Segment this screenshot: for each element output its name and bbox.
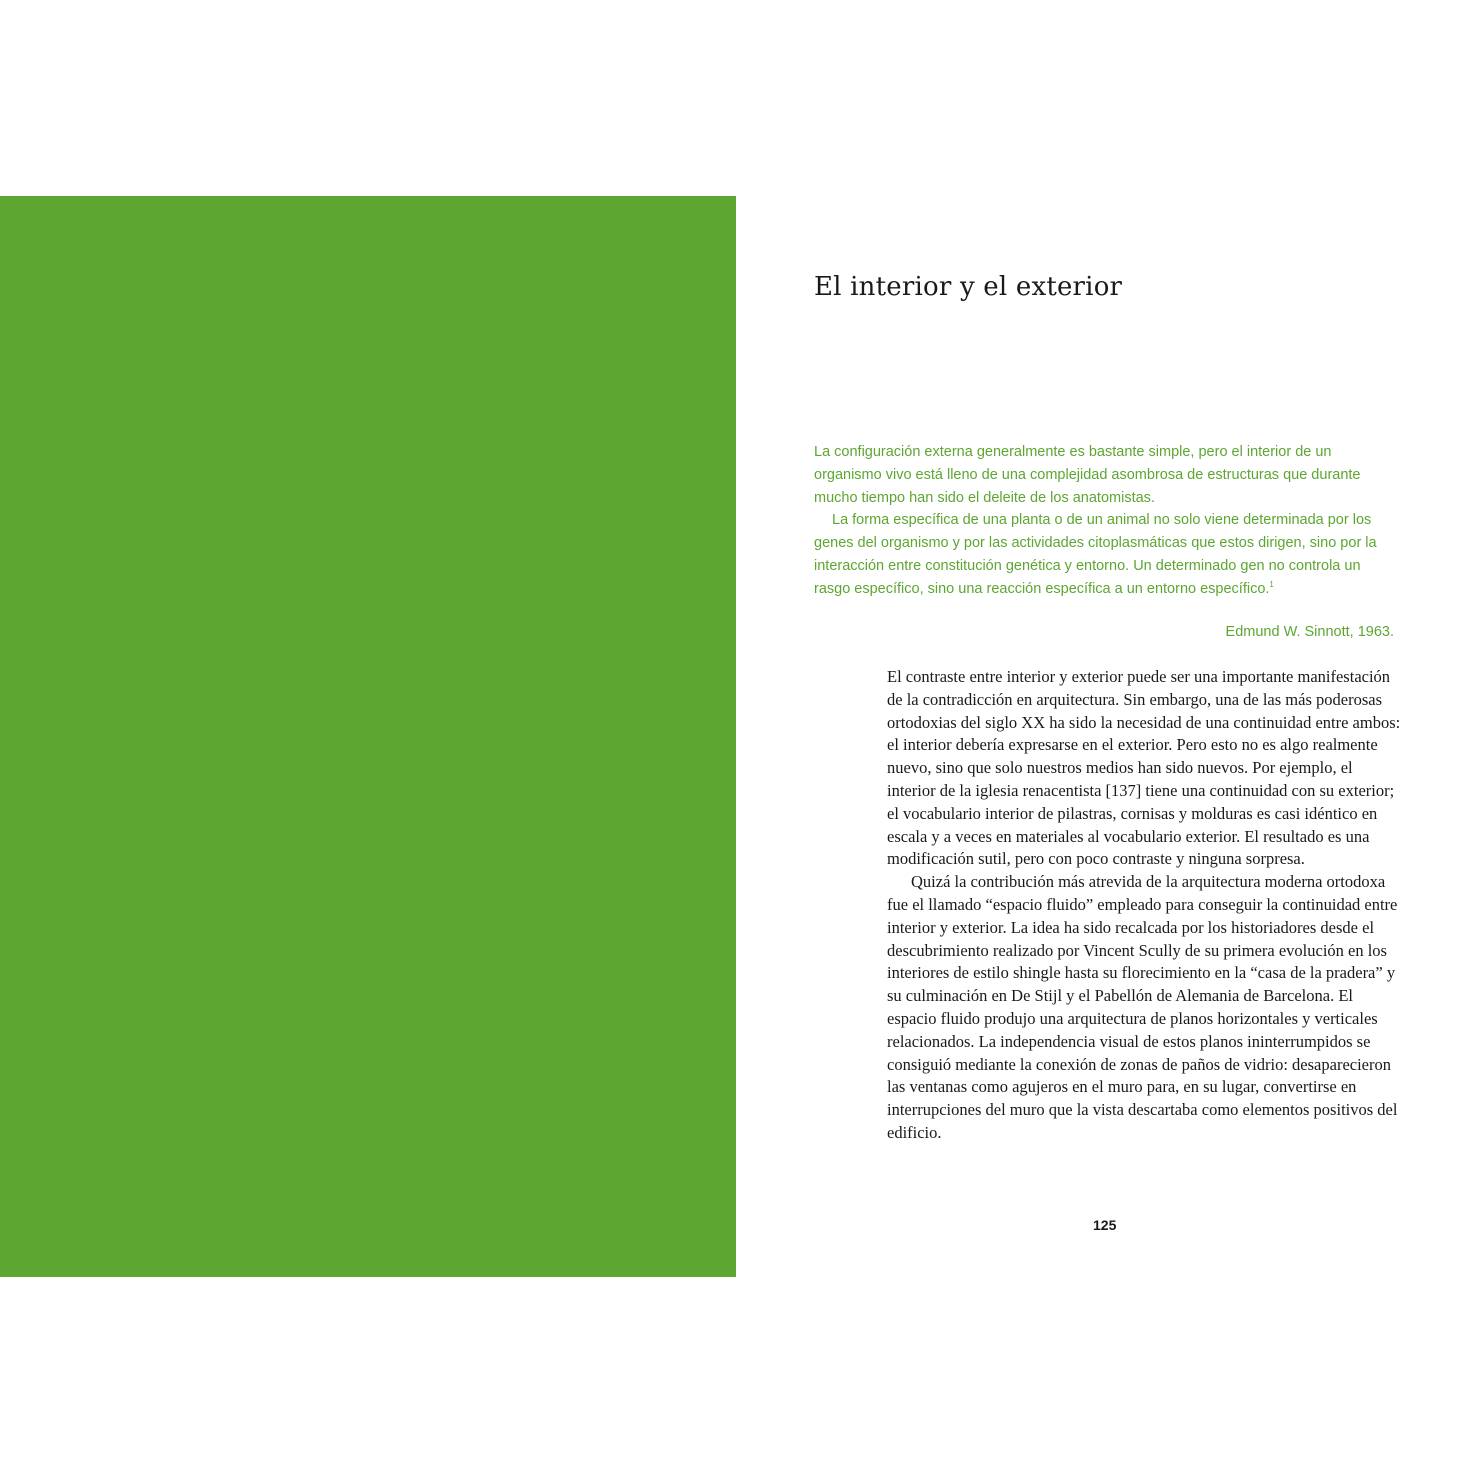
epigraph-paragraph-1 — [814, 441, 1399, 509]
epigraph-quote — [814, 441, 1399, 601]
body-paragraph-2: Quizá la contribución más atrevida de la arquitectura moderna ortodoxa fue el llamado “espacio fluido” empleado para conseguir la continuidad entre interior y exterior. La idea ha sido recalcada por los historiadores desde el descubrimiento realizado por Vincent Scully de su primera evolución en los interiores de estilo shingle hasta su florecimiento en la “casa de la pradera” y su culminación en De Stijl y el Pabellón de Alemania de Barcelona. El espacio fluido produjo una arquitectura de planos horizontales y verticales relacionados. La independencia visual de estos planos ininterrumpidos se consiguió mediante la conexión de zonas de paños de vidrio: desaparecieron las ventanas como agujeros en el muro para, en su lugar, convertirse en interrupciones del muro que la vista descartaba como elementos positivos del edificio. — [887, 872, 1398, 1142]
body-text — [887, 666, 1403, 1145]
epigraph-paragraph-2 — [814, 509, 1399, 600]
epigraph-attribution: Edmund W. Sinnott, 1963. — [1225, 624, 1394, 640]
epigraph-paragraph-1-text: La configuración externa generalmente es bastante simple, pero el interior de un organismo vivo está lleno de una complejidad asombrosa de estructuras que durante mucho tiempo han sido el deleite de los anatomistas. — [814, 444, 1361, 506]
page-number: 125 — [1093, 1217, 1117, 1233]
green-color-page — [0, 196, 736, 1277]
chapter-title: El interior y el exterior — [814, 272, 1123, 302]
epigraph-paragraph-2-text: La forma específica de una planta o de un animal no solo viene determinada por los genes del organismo y por las actividades citoplasmáticas que estos dirigen, sino por la interacción entre constitución genética y entorno. Un determinado gen no controla un rasgo específico, sino una reacción específica a un entorno específico. — [814, 512, 1377, 597]
footnote-marker[interactable]: 1 — [1269, 579, 1274, 589]
body-paragraph-1: El contraste entre interior y exterior puede ser una importante manifestación de la contradicción en arquitectura. Sin embargo, una de las más poderosas ortodoxias del siglo XX ha sido la necesidad de una continuidad entre ambos: el interior debería expresarse en el exterior. Pero esto no es algo realmente nuevo, sino que solo nuestros medios han sido nuevos. Por ejemplo, el interior de la iglesia renacentista [137] tiene una continuidad con su exterior; el vocabulario interior de pilastras, cornisas y molduras es casi idéntico en escala y a veces en materiales al vocabulario exterior. El resultado es una modificación sutil, pero con poco contraste y ninguna sorpresa. — [887, 667, 1401, 869]
text-page — [736, 196, 1472, 1277]
